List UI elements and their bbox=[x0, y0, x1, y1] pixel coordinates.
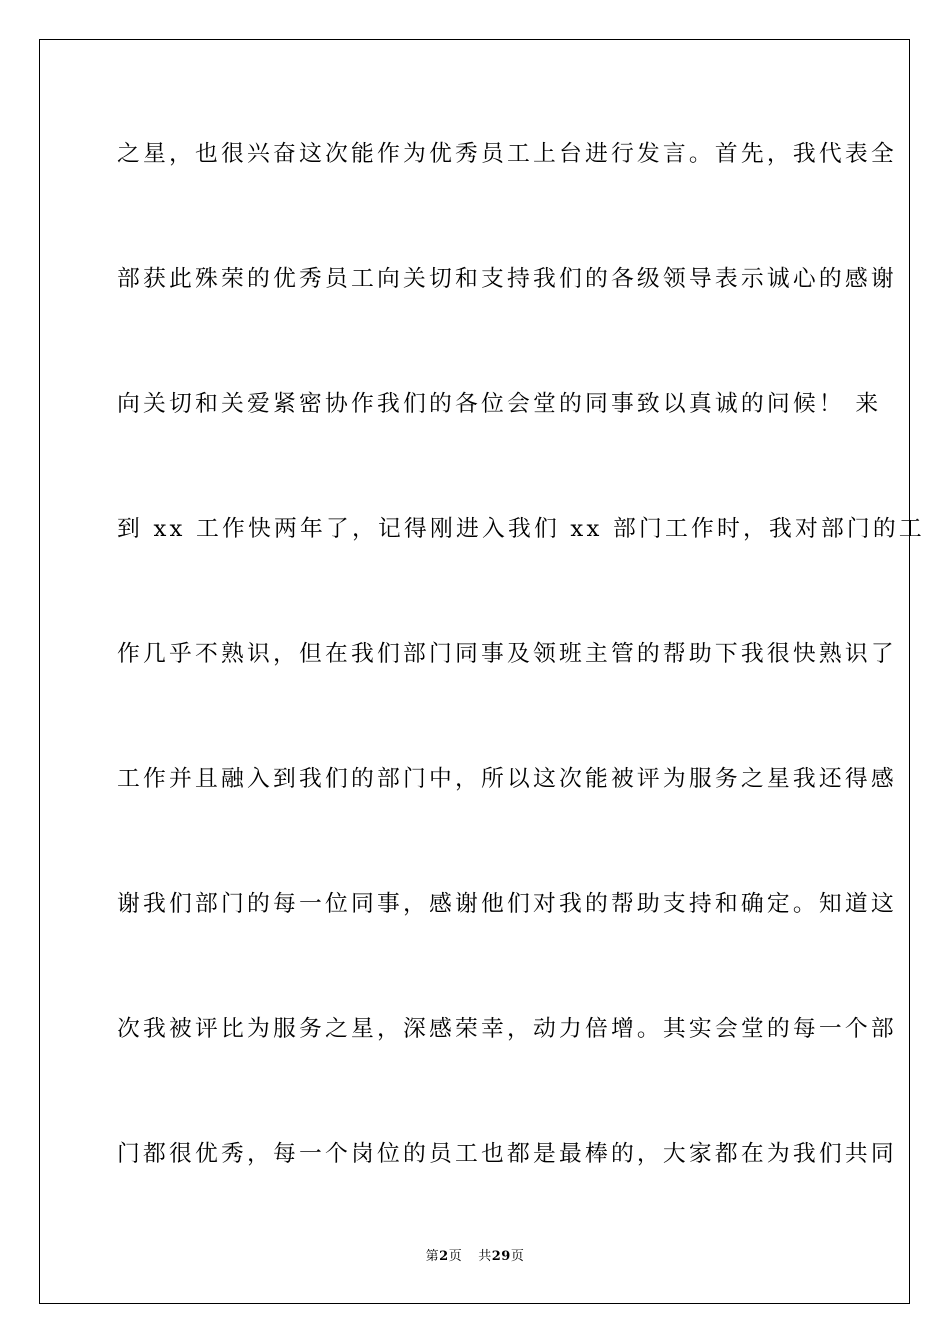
page-number: 2 bbox=[439, 1249, 449, 1264]
total-prefix: 共 bbox=[478, 1249, 492, 1264]
text-line-1 bbox=[117, 122, 897, 247]
total-suffix: 页 bbox=[510, 1249, 525, 1264]
text-line-content: 工作并且融入到我们的部门中，所以这次能被评为服务之星我还得感 bbox=[117, 766, 897, 792]
total-pages: 29 bbox=[491, 1249, 511, 1264]
text-line-content: 门都很优秀，每一个岗位的员工也都是最棒的，大家都在为我们共同 bbox=[117, 1141, 897, 1167]
text-line-8 bbox=[117, 997, 897, 1122]
page-footer bbox=[0, 1245, 950, 1264]
text-line-content: 谢我们部门的每一位同事，感谢他们对我的帮助支持和确定。知道这 bbox=[117, 891, 897, 917]
text-line-content: 作几乎不熟识，但在我们部门同事及领班主管的帮助下我很快熟识了 bbox=[117, 641, 897, 667]
text-line-content: 到 xx 工作快两年了，记得刚进入我们 xx 部门工作时，我对部门的工 bbox=[117, 516, 925, 542]
text-line-2 bbox=[117, 247, 897, 372]
text-line-content: 次我被评比为服务之星，深感荣幸，动力倍增。其实会堂的每一个部 bbox=[117, 1016, 897, 1042]
text-line-6 bbox=[117, 747, 897, 872]
text-line-3 bbox=[117, 372, 882, 497]
page-suffix: 页 bbox=[448, 1249, 463, 1264]
document-body bbox=[117, 122, 925, 1247]
text-line-4 bbox=[117, 497, 925, 622]
text-line-content: 部获此殊荣的优秀员工向关切和支持我们的各级领导表示诚心的感谢 bbox=[117, 266, 897, 292]
text-line-content: 向关切和关爱紧密协作我们的各位会堂的同事致以真诚的问候！ 来 bbox=[117, 391, 882, 417]
text-line-7 bbox=[117, 872, 897, 997]
page-prefix: 第 bbox=[425, 1249, 440, 1264]
text-line-9 bbox=[117, 1122, 897, 1247]
text-line-content: 之星，也很兴奋这次能作为优秀员工上台进行发言。首先，我代表全 bbox=[117, 141, 897, 167]
text-line-5 bbox=[117, 622, 897, 747]
